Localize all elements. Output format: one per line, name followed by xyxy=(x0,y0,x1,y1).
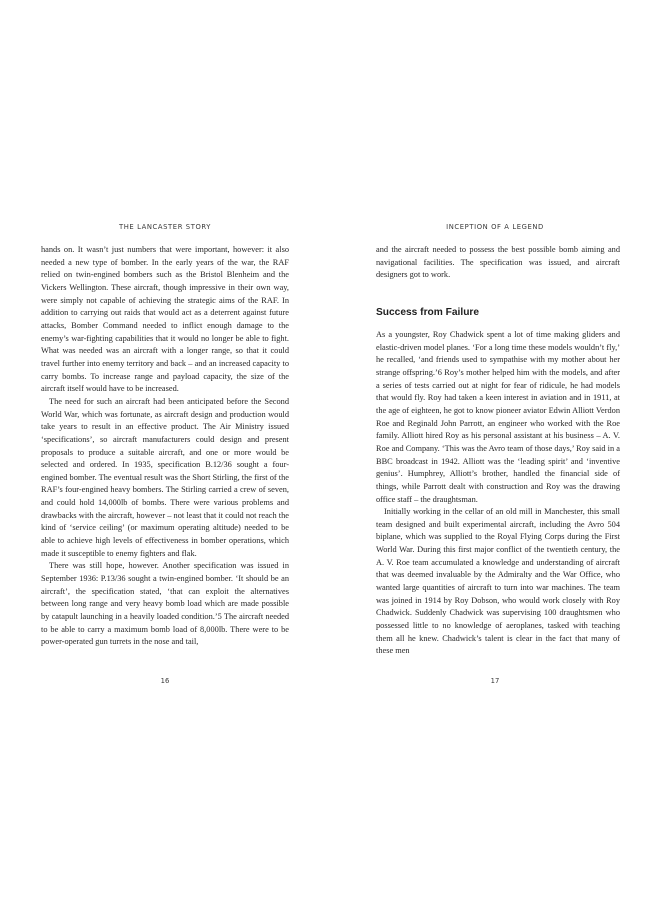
right-page xyxy=(330,0,660,900)
body-paragraph: hands on. It wasn’t just numbers that were important, however: it also needed a new type of bomber. In the early years of the war, the RAF relied on twin-engined bombers such as the Bristol Blenheim and the Vickers Wellington. These aircraft, though impressive in their own way, were simply not capable of achieving the strategic aims of the RAF. In addition to carrying out raids that would act as a deterrent against future attacks, Bomber Command needed to inflict enough damage to the enemy’s war-fighting capabilities that it would no longer be able to fight. What was needed was an aircraft with a longer range, so that it could travel further into enemy territory and back – and an increased capacity to carry bombs. To increase range and payload capacity, the size of the aircraft itself would have to be increased. xyxy=(41,245,289,394)
body-paragraph: There was still hope, however. Another specification was issued in September 1936: P.13/36 sought a twin-engined bomber. ‘It should be an aircraft’, the specification stated, ‘that can exploit the alternatives between long range and very heavy bomb load which are made possible by catapult launching in a heavily loaded condition.’5 The aircraft needed to be able to carry a maximum bomb load of 8,000lb. There were to be power-operated gun turrets in the nose and tail, xyxy=(41,561,289,647)
left-page-body xyxy=(41,244,289,649)
body-paragraph: and the aircraft needed to possess the best possible bomb aiming and navigational facilities. The specification was issued, and aircraft designers got to work. xyxy=(376,245,620,280)
body-paragraph: As a youngster, Roy Chadwick spent a lot of time making gliders and elastic-driven model planes. ‘For a long time these models wouldn’t fly,’ he recalled, ‘and friends used to sympathise with my mother about her strange offspring.’6 Roy’s mother helped him with the models, and after a series of tests carried out at night for fear of ridicule, he had models that would fly. Roy had taken a keen interest in aviation and in 1911, at the age of eighteen, he got to know pioneer aviator Edwin Alliott Verdon Roe and Reginald John Parrott, an engineer who worked with the Roe family. Alliott hired Roy as his personal assistant at his business – A. V. Roe and Company. ‘This was the Avro team of those days,’ Roy said in a BBC broadcast in 1942. Alliott was the ‘leading spirit’ and ‘inventive genius’. Humphrey, Alliott’s brother, handled the financial side of things, while Parrott dealt with construction and Roy was the drawing office staff – the draughtsman. xyxy=(376,329,620,504)
body-paragraph: The need for such an aircraft had been anticipated before the Second World War, which was fortunate, as aircraft design and production would take years to result in an effective product. The Air Ministry issued ‘specifications’, so aircraft manufacturers could design and present proposals to produce a suitable aircraft, and one or more would be selected and ordered. In 1935, specification B.12/36 sought a four-engined bomber. The eventual result was the Short Stirling, the first of the RAF’s four-engined heavy bombers. The Stirling carried a crew of seven, and could hold 14,000lb of bombs. There were various problems and drawbacks with the aircraft, however – not least that it could not reach the kind of ‘service ceiling’ (or maximum operating altitude) needed to be able to achieve high levels of effectiveness in bomber operations, which made it susceptible to enemy fighters and flak. xyxy=(41,396,289,558)
section-heading: Success from Failure xyxy=(376,306,480,318)
running-head-right: INCEPTION OF A LEGEND xyxy=(446,223,544,231)
body-paragraph: Initially working in the cellar of an old mill in Manchester, this small team designed and built experimental aircraft, including the Avro 504 biplane, which was supplied to the Royal Flying Corps during the First World War. During this first major conflict of the twentieth century, the A. V. Roe team accumulated a knowledge and understanding of aircraft that was deemed invaluable by the Admiralty and the War Office, who wanted large quantities of aircraft to turn into war machines. The team was joined in 1914 by Roy Dobson, who would work closely with Roy Chadwick. Suddenly Chadwick was supervising 100 draughtsmen who possessed little to no knowledge of aeroplanes, tasked with teaching them all he knew. Chadwick’s talent is clear in the fact that many of these men xyxy=(376,507,620,656)
running-head-left: THE LANCASTER STORY xyxy=(118,223,212,231)
page-number-right: 17 xyxy=(490,677,500,685)
right-page-body xyxy=(376,244,620,658)
page-number-left: 16 xyxy=(160,677,170,685)
